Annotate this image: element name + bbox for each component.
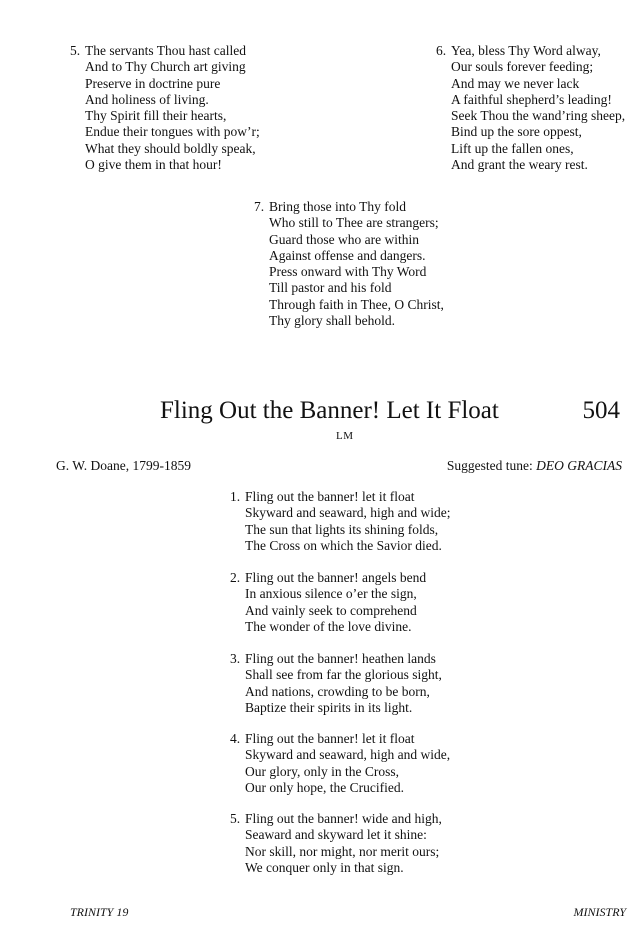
stanza-line: The servants Thou hast called — [85, 43, 246, 58]
stanza-number: 6. — [436, 43, 447, 58]
stanza-line: Fling out the banner! wide and high, — [245, 811, 442, 826]
stanza-line: Seaward and skyward let it shine: — [245, 827, 427, 843]
prev-stanza-7 — [254, 199, 444, 329]
stanza-line: Yea, bless Thy Word alway, — [451, 43, 601, 58]
stanza-number: 3. — [230, 651, 241, 666]
stanza-number: 7. — [254, 199, 265, 214]
stanza-line: Against offense and dangers. — [269, 247, 426, 263]
prev-stanza-6 — [436, 43, 625, 173]
stanza-line: And holiness of living. — [85, 91, 209, 107]
stanza-line: Fling out the banner! let it float — [245, 731, 415, 746]
stanza-line: Thy glory shall behold. — [269, 313, 395, 329]
stanza-line: Till pastor and his fold — [269, 280, 392, 296]
stanza-line: And may we never lack — [451, 75, 580, 91]
hymn-stanza-1 — [230, 489, 450, 554]
hymn-stanza-2 — [230, 570, 426, 635]
stanza-line: Guard those who are within — [269, 231, 419, 247]
stanza-line: Preserve in doctrine pure — [85, 75, 221, 91]
stanza-line: Fling out the banner! heathen lands — [245, 651, 436, 666]
stanza-line: And to Thy Church art giving — [85, 59, 246, 75]
stanza-line: What they should boldly speak, — [85, 140, 256, 156]
stanza-line: Fling out the banner! angels bend — [245, 570, 427, 585]
stanza-line: And vainly seek to comprehend — [245, 602, 417, 618]
stanza-line: Press onward with Thy Word — [269, 264, 427, 280]
stanza-line: Shall see from far the glorious sight, — [245, 667, 442, 683]
hymn-stanza-4 — [230, 731, 450, 796]
hymn-number: 504 — [582, 397, 620, 424]
stanza-line: In anxious silence o’er the sign, — [245, 586, 417, 602]
footer-category: MINISTRY — [573, 905, 626, 919]
stanza-line: Our glory, only in the Cross, — [245, 763, 399, 779]
stanza-line: Lift up the fallen ones, — [451, 140, 574, 156]
stanza-line: And grant the weary rest. — [451, 157, 588, 173]
stanza-line: Fling out the banner! let it float — [245, 489, 415, 504]
stanza-line: Who still to Thee are strangers; — [269, 215, 439, 231]
stanza-line: Skyward and seaward, high and wide, — [245, 747, 451, 763]
hymn-author: G. W. Doane, 1799-1859 — [56, 458, 191, 473]
stanza-number: 5. — [230, 811, 241, 826]
prev-stanza-5 — [70, 43, 260, 173]
stanza-line: The wonder of the love divine. — [245, 618, 412, 634]
stanza-line: Endue their tongues with pow’r; — [85, 124, 260, 140]
stanza-number: 1. — [230, 489, 241, 504]
suggested-tune — [447, 458, 622, 474]
hymn-stanza-3 — [230, 651, 442, 716]
stanza-number: 5. — [70, 43, 81, 58]
stanza-line: A faithful shepherd’s leading! — [451, 91, 612, 107]
stanza-line: Through faith in Thee, O Christ, — [269, 296, 444, 312]
stanza-line: O give them in that hour! — [85, 157, 222, 173]
stanza-line: The Cross on which the Savior died. — [245, 537, 442, 553]
stanza-line: Nor skill, nor might, nor merit ours; — [245, 843, 440, 859]
stanza-line: The sun that lights its shining folds, — [245, 521, 439, 537]
stanza-line: Seek Thou the wand’ring sheep, — [451, 108, 626, 124]
stanza-line: Skyward and seaward, high and wide; — [245, 505, 451, 521]
hymn-meter: LM — [336, 430, 354, 442]
tune-name: DEO GRACIAS — [536, 458, 622, 473]
stanza-line: Thy Spirit fill their hearts, — [85, 108, 227, 124]
stanza-line: We conquer only in that sign. — [245, 859, 404, 875]
stanza-line: Our souls forever feeding; — [451, 59, 594, 75]
tune-label: Suggested tune: — [446, 458, 533, 473]
footer-season: TRINITY 19 — [70, 905, 129, 919]
stanza-line: Our only hope, the Crucified. — [245, 779, 404, 795]
hymn-title: Fling Out the Banner! Let It Float — [160, 397, 499, 424]
stanza-line: Bind up the sore oppest, — [451, 124, 582, 140]
stanza-number: 2. — [230, 570, 241, 585]
stanza-line: Baptize their spirits in its light. — [245, 699, 413, 715]
stanza-line: Bring those into Thy fold — [269, 199, 406, 214]
hymn-stanza-5 — [230, 811, 442, 876]
stanza-line: And nations, crowding to be born, — [245, 683, 430, 699]
stanza-number: 4. — [230, 731, 241, 746]
